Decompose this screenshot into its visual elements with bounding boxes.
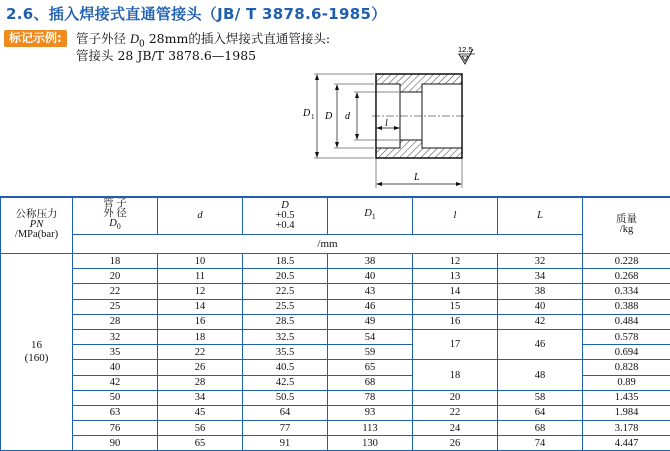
table-unit-row [1,235,670,254]
cell-pipe-od: 22 [73,284,158,299]
table-row [1,405,670,420]
table-row [1,299,670,314]
cell-mass: 0.89 [583,375,670,390]
header-L-symbol: L [537,210,543,221]
cell-d: 12 [158,284,243,299]
header-d-symbol: d [197,210,202,221]
cell-L: 42 [498,314,583,329]
cell-l: 16 [413,314,498,329]
header-d [158,197,243,235]
cell-D1: 40 [328,269,413,284]
cell-mass: 0.334 [583,284,670,299]
header-d0-l1: 管 子 [103,198,127,209]
table-row [1,329,670,344]
cell-D1: 43 [328,284,413,299]
cell-mass: 0.578 [583,329,670,344]
cell-D: 91 [243,436,328,451]
cell-d: 28 [158,375,243,390]
cell-l: 22 [413,405,498,420]
fitting-body [372,74,466,158]
example-line-2: 管接头 28 JB/T 3878.6—1985 [76,46,256,64]
cell-L: 40 [498,299,583,314]
cell-mass: 0.268 [583,269,670,284]
cell-D1: 54 [328,329,413,344]
cell-d: 34 [158,390,243,405]
cell-l: 15 [413,299,498,314]
table-row [1,421,670,436]
cell-mass: 0.694 [583,345,670,360]
surface-roughness-symbol [456,44,482,66]
cell-pipe-od: 76 [73,421,158,436]
cell-D1: 93 [328,405,413,420]
header-mass-label: 质量 [616,214,637,225]
table-row [1,269,670,284]
cell-d: 56 [158,421,243,436]
cell-D: 35.5 [243,345,328,360]
header-mass [583,197,670,254]
table-body [1,254,670,451]
cell-L: 68 [498,421,583,436]
cell-mass: 3.178 [583,421,670,436]
cell-l: 14 [413,284,498,299]
dim-label-D1: D [302,108,311,119]
cell-mass: 0.388 [583,299,670,314]
cell-pipe-od: 50 [73,390,158,405]
marking-example-tag: 标记示例: [4,30,67,47]
cell-d: 45 [158,405,243,420]
cell-pipe-od: 32 [73,329,158,344]
header-mass-unit: /kg [620,224,633,235]
cell-pipe-od: 20 [73,269,158,284]
cell-pipe-od: 35 [73,345,158,360]
header-D-upper-tol: +0.5 [275,210,294,221]
table-row [1,314,670,329]
cell-L: 32 [498,254,583,269]
table-row [1,284,670,299]
cell-mass: 1.984 [583,405,670,420]
cell-d: 14 [158,299,243,314]
dim-label-L: L [413,172,420,183]
cell-l: 17 [413,329,498,359]
cell-d: 65 [158,436,243,451]
cell-mass: 1.435 [583,390,670,405]
header-pn-text: 公称压力 [16,209,58,220]
cell-L: 58 [498,390,583,405]
example-var-sub: 0 [139,40,145,50]
cell-mass: 0.228 [583,254,670,269]
table-top-rule [0,196,670,198]
header-D-symbol: D [281,200,289,211]
cell-L: 34 [498,269,583,284]
nominal-pressure-bar: (160) [25,352,49,364]
table-row [1,254,670,269]
header-L [498,197,583,235]
section-title: 2.6、插入焊接式直通管接头（JB/ T 3878.6-1985） [6,3,387,24]
cell-D: 32.5 [243,329,328,344]
cell-pipe-od: 40 [73,360,158,375]
cell-pipe-od: 90 [73,436,158,451]
table-header-row [1,197,670,235]
header-unit-mm: /mm [73,235,583,254]
header-D1-symbol: D [364,208,372,219]
cell-l: 18 [413,360,498,390]
nominal-pressure-mpa: 16 [31,339,42,351]
cell-L: 38 [498,284,583,299]
cell-D1: 46 [328,299,413,314]
cell-d: 11 [158,269,243,284]
header-pipe-od [73,197,158,235]
example-var-d: D [130,32,139,46]
cell-D1: 113 [328,421,413,436]
header-D-lower-tol: +0.4 [275,220,294,231]
example-line-1-pre: 管子外径 [76,31,130,46]
cell-D1: 78 [328,390,413,405]
cell-mass: 4.447 [583,436,670,451]
cell-D1: 130 [328,436,413,451]
header-l [413,197,498,235]
cell-l: 26 [413,436,498,451]
cell-D1: 38 [328,254,413,269]
table-row [1,360,670,375]
cell-D: 22.5 [243,284,328,299]
cell-D: 42.5 [243,375,328,390]
table-row [1,436,670,451]
cell-pipe-od: 42 [73,375,158,390]
cell-L: 74 [498,436,583,451]
cell-d: 18 [158,329,243,344]
cell-d: 26 [158,360,243,375]
cell-d: 16 [158,314,243,329]
cell-D1: 65 [328,360,413,375]
header-D1-sub: 1 [372,212,376,221]
cell-L: 46 [498,329,583,359]
spec-table [0,196,670,451]
cell-l: 24 [413,421,498,436]
cell-D: 20.5 [243,269,328,284]
cell-mass: 0.484 [583,314,670,329]
header-d0-l2: 外 径 [103,208,127,219]
fitting-cross-section-drawing [300,66,480,192]
cell-d: 22 [158,345,243,360]
cell-D: 40.5 [243,360,328,375]
cell-L: 64 [498,405,583,420]
cell-D1: 68 [328,375,413,390]
cell-l: 12 [413,254,498,269]
dim-label-l: l [385,118,388,129]
dim-label-d: d [345,111,351,122]
cell-D: 64 [243,405,328,420]
cell-D: 77 [243,421,328,436]
cell-D: 25.5 [243,299,328,314]
dim-label-D: D [324,111,333,122]
cell-D: 28.5 [243,314,328,329]
dim-label-D1-sub: 1 [311,113,315,121]
cell-pipe-od: 18 [73,254,158,269]
nominal-pressure-value [1,254,73,451]
header-D1 [328,197,413,235]
cell-d: 10 [158,254,243,269]
header-l-symbol: l [454,210,457,221]
roughness-value: 12.5 [458,45,473,54]
cell-D: 18.5 [243,254,328,269]
header-pn-symbol: PN [30,219,43,230]
header-d0-symbol: D [109,218,117,229]
cell-l: 13 [413,269,498,284]
header-d0-sub: 0 [117,222,121,231]
cell-pipe-od: 28 [73,314,158,329]
example-line-1-post: 28mm的插入焊接式直通管接头: [145,31,330,46]
cell-D1: 49 [328,314,413,329]
cell-L: 48 [498,360,583,390]
cell-D: 50.5 [243,390,328,405]
table-row [1,390,670,405]
cell-D1: 59 [328,345,413,360]
cell-mass: 0.828 [583,360,670,375]
cell-pipe-od: 63 [73,405,158,420]
header-D [243,197,328,235]
cell-l: 20 [413,390,498,405]
cell-pipe-od: 25 [73,299,158,314]
header-nominal-pressure [1,197,73,254]
header-pn-unit: /MPa(bar) [15,229,58,240]
